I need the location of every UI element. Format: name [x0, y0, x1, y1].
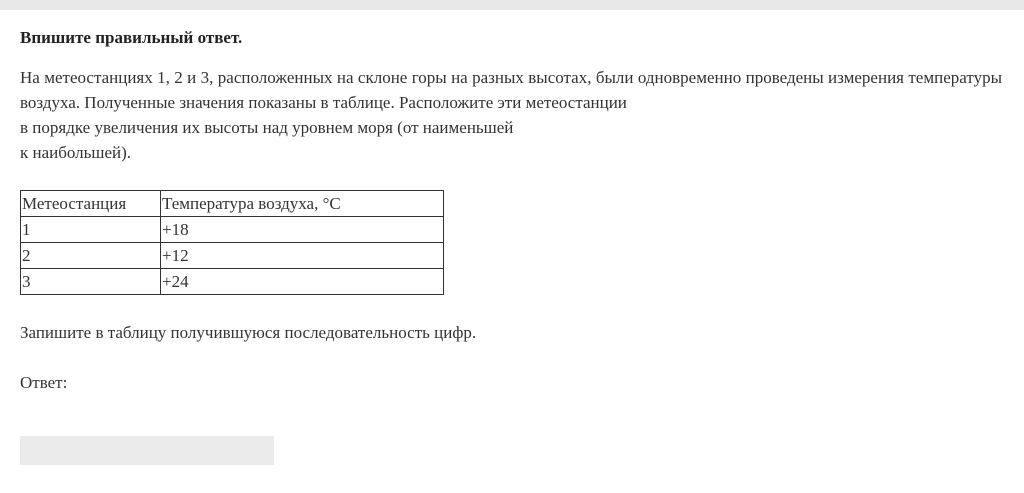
- cell-station: 1: [21, 217, 161, 243]
- task-text: [20, 65, 1002, 165]
- cell-temperature: +12: [161, 243, 444, 269]
- cell-temperature: +24: [161, 269, 444, 295]
- table-header-row: [21, 191, 444, 217]
- header-temperature: Температура воздуха, °C: [161, 191, 444, 217]
- cell-station: 3: [21, 269, 161, 295]
- instruction-note: Запишите в таблицу получившуюся последовательность цифр.: [20, 323, 477, 342]
- question-block: [20, 27, 1002, 394]
- answer-input[interactable]: [20, 436, 274, 465]
- answer-label: Ответ:: [20, 373, 68, 392]
- task-text-line-1: На метеостанциях 1, 2 и 3, расположенных на склоне горы на разных высотах, были одновременно проведены измерения температуры воздуха. Полученные значения показаны в таблице. Расположите эти метеостанции: [20, 68, 1002, 112]
- stations-table: [20, 190, 444, 295]
- table-row: [21, 243, 444, 269]
- table-row: [21, 217, 444, 243]
- table-row: [21, 269, 444, 295]
- instruction-heading: Впишите правильный ответ.: [20, 28, 243, 47]
- top-bar: [0, 0, 1024, 10]
- cell-temperature: +18: [161, 217, 444, 243]
- task-text-line-2: в порядке увеличения их высоты над уровнем моря (от наименьшей: [20, 118, 514, 137]
- header-station: Метеостанция: [21, 191, 161, 217]
- cell-station: 2: [21, 243, 161, 269]
- task-text-line-3: к наибольшей).: [20, 143, 132, 162]
